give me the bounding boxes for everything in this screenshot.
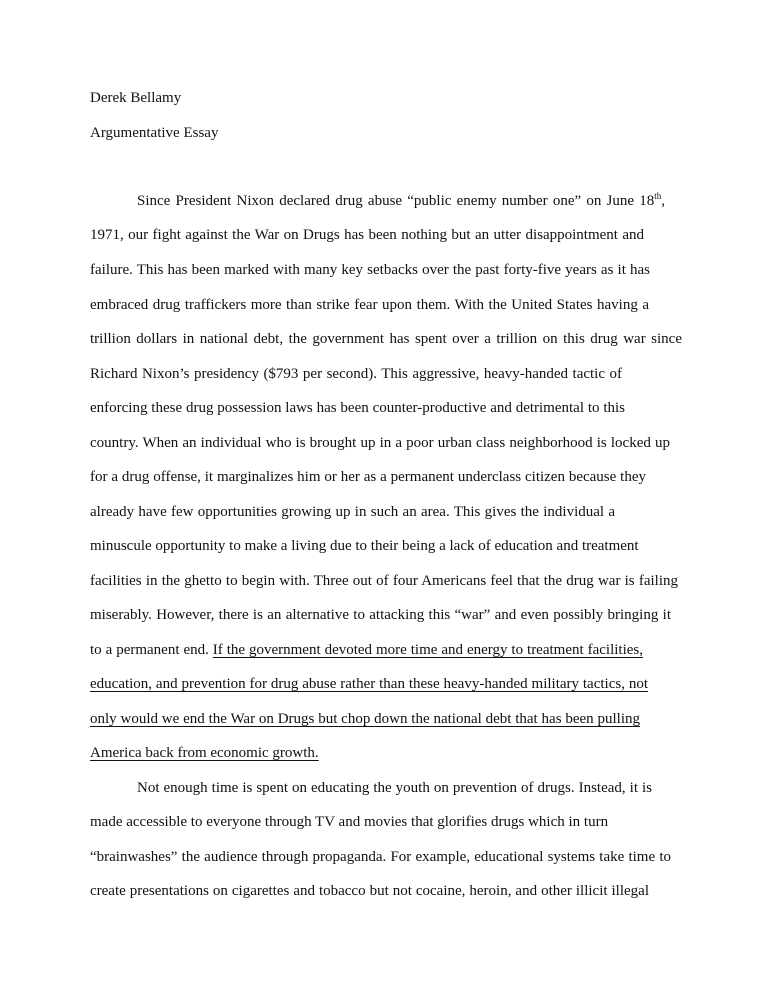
thesis-line: education, and prevention for drug abuse rather than these heavy-handed military tactics, not xyxy=(90,676,648,692)
text-line: trillion dollars in national debt, the government has spent over a trillion on this drug war since xyxy=(90,331,682,347)
text-line: to a permanent end. If the government devoted more time and energy to treatment facilities, xyxy=(90,642,643,658)
text-line: Richard Nixon’s presidency ($793 per second). This aggressive, heavy-handed tactic of xyxy=(90,366,622,382)
thesis-line: only would we end the War on Drugs but chop down the national debt that has been pulling xyxy=(90,711,640,727)
text-line: Since President Nixon declared drug abuse “public enemy number one” on June 18th, xyxy=(137,191,665,209)
author-name: Derek Bellamy xyxy=(90,90,182,106)
text-line: embraced drug traffickers more than strike fear upon them. With the United States having a xyxy=(90,297,649,313)
thesis-line: America back from economic growth. xyxy=(90,745,319,761)
text-line: for a drug offense, it marginalizes him or her as a permanent underclass citizen because they xyxy=(90,469,646,485)
text-line: country. When an individual who is brought up in a poor urban class neighborhood is locked up xyxy=(90,435,670,451)
text-line: already have few opportunities growing up in such an area. This gives the individual a xyxy=(90,504,615,520)
superscript: th xyxy=(654,191,662,201)
text-line: made accessible to everyone through TV and movies that glorifies drugs which in turn xyxy=(90,814,609,830)
text-line: 1971, our fight against the War on Drugs has been nothing but an utter disappointment and xyxy=(90,227,644,243)
document-type: Argumentative Essay xyxy=(90,125,219,141)
text-line: “brainwashes” the audience through propaganda. For example, educational systems take time to xyxy=(90,849,671,865)
text-line: enforcing these drug possession laws has been counter-productive and detrimental to this xyxy=(90,400,625,416)
thesis-underline: If the government devoted more time and energy to treatment facilities, xyxy=(212,642,643,658)
text-line: failure. This has been marked with many key setbacks over the past forty-five years as it has xyxy=(90,262,650,278)
text-line: minuscule opportunity to make a living due to their being a lack of education and treatment xyxy=(90,538,639,554)
text-line: miserably. However, there is an alternative to attacking this “war” and even possibly bringing it xyxy=(90,607,671,623)
text-line: create presentations on cigarettes and tobacco but not cocaine, heroin, and other illicit illegal xyxy=(90,883,649,899)
text-line: Not enough time is spent on educating the youth on prevention of drugs. Instead, it is xyxy=(137,780,652,796)
text-line: facilities in the ghetto to begin with. Three out of four Americans feel that the drug war is failing xyxy=(90,573,678,589)
